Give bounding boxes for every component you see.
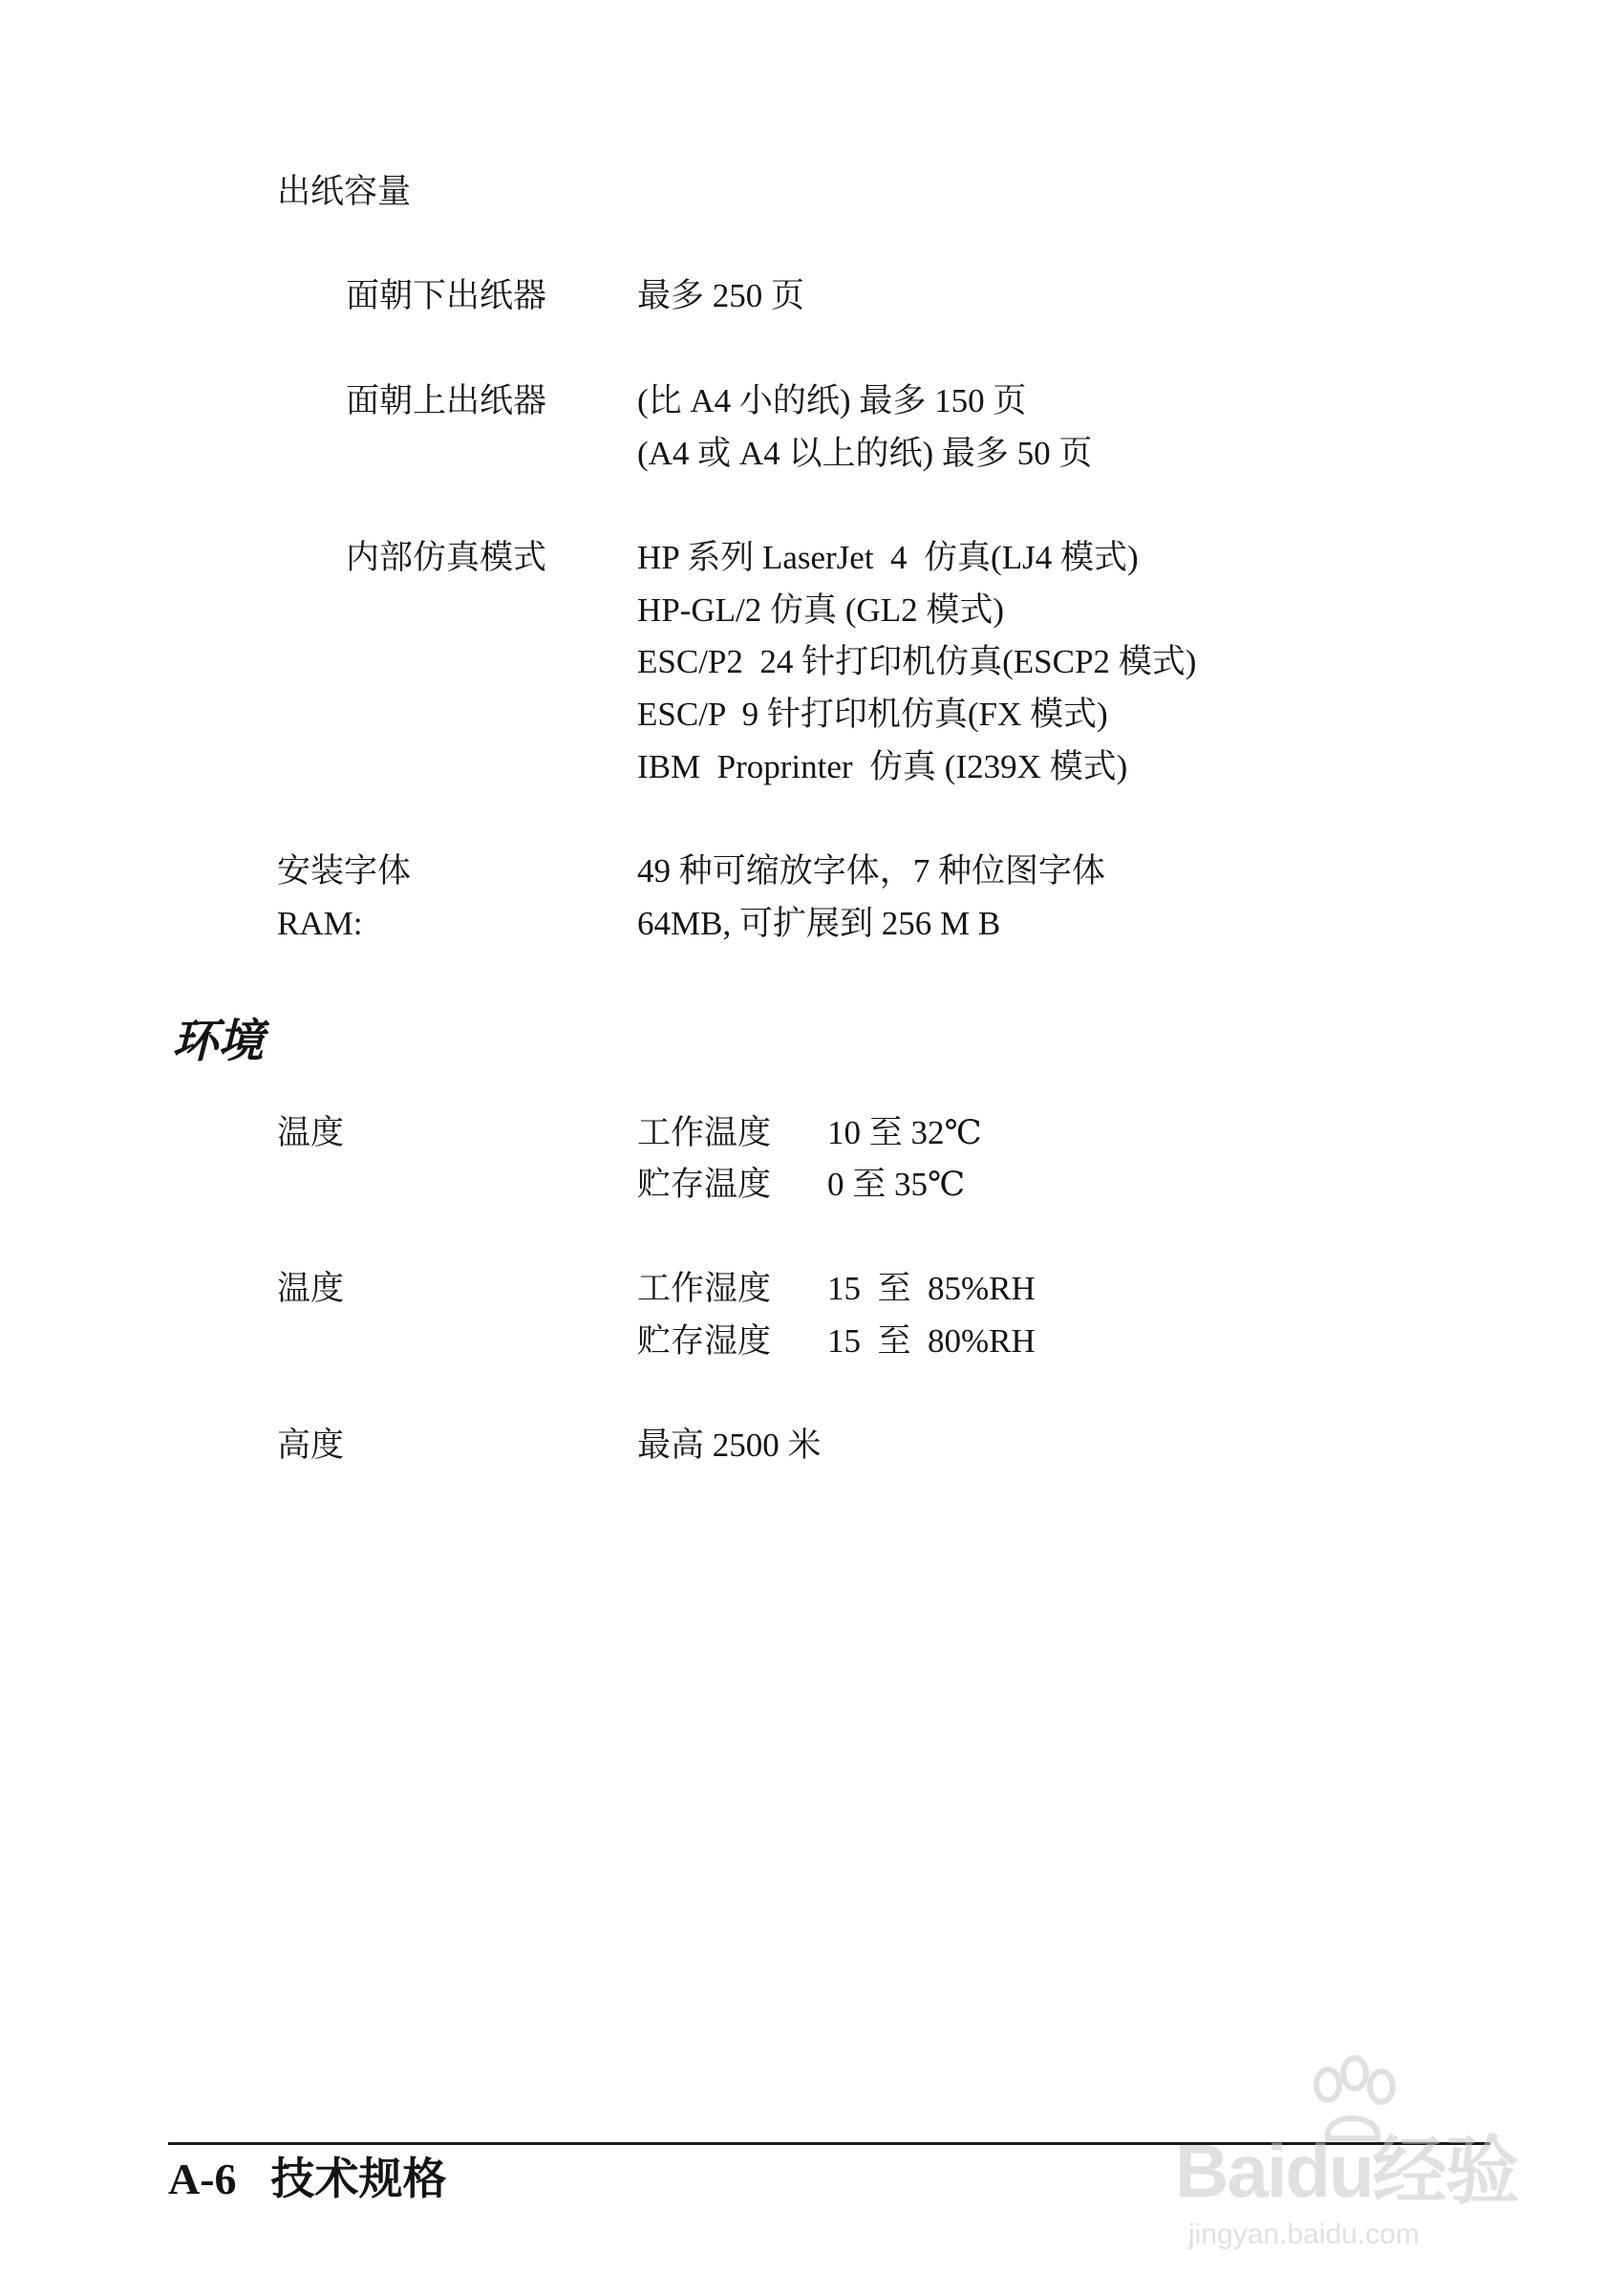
face-down-output-value: 最多 250 页 bbox=[637, 277, 805, 314]
altitude-value: 最高 2500 米 bbox=[637, 1427, 822, 1464]
operating-temperature-value: 10 至 32℃ bbox=[827, 1114, 982, 1151]
temperature-label: 温度 bbox=[277, 1114, 345, 1151]
humidity-label: 温度 bbox=[277, 1270, 345, 1307]
page-footer bbox=[168, 2157, 447, 2201]
watermark-url: jingyan.baidu.com bbox=[1188, 2219, 1420, 2250]
baidu-watermark bbox=[1175, 2054, 1576, 2264]
storage-humidity-value: 15 至 80%RH bbox=[827, 1322, 1036, 1360]
storage-temperature-value: 0 至 35℃ bbox=[827, 1166, 966, 1203]
page-number: A-6 bbox=[168, 2155, 237, 2203]
face-up-output-value-small: (比 A4 小的纸) 最多 150 页 bbox=[637, 382, 1027, 419]
operating-temperature-name: 工作温度 bbox=[637, 1114, 772, 1151]
ram-label: RAM: bbox=[277, 905, 363, 942]
fonts-label: 安装字体 bbox=[277, 852, 412, 890]
watermark-brand: Baidu经验 bbox=[1175, 2129, 1518, 2213]
face-up-output-value-large: (A4 或 A4 以上的纸) 最多 50 页 bbox=[637, 435, 1093, 472]
emulation-mode-gl2: HP-GL/2 仿真 (GL2 模式) bbox=[637, 591, 1004, 629]
emulation-modes-label: 内部仿真模式 bbox=[346, 539, 547, 576]
operating-humidity-name: 工作湿度 bbox=[637, 1270, 772, 1307]
operating-humidity-value: 15 至 85%RH bbox=[827, 1270, 1036, 1307]
ram-value: 64MB, 可扩展到 256 M B bbox=[637, 905, 1001, 942]
emulation-mode-i239x: IBM Proprinter 仿真 (I239X 模式) bbox=[637, 748, 1128, 785]
face-down-output-label: 面朝下出纸器 bbox=[346, 277, 547, 314]
environment-heading: 环境 bbox=[172, 1017, 265, 1067]
storage-humidity-name: 贮存湿度 bbox=[637, 1322, 772, 1360]
output-capacity-title: 出纸容量 bbox=[277, 173, 412, 210]
emulation-mode-fx: ESC/P 9 针打印机仿真(FX 模式) bbox=[637, 696, 1108, 733]
chapter-title: 技术规格 bbox=[270, 2155, 447, 2203]
face-up-output-label: 面朝上出纸器 bbox=[346, 382, 547, 419]
fonts-value: 49 种可缩放字体，7 种位图字体 bbox=[637, 852, 1106, 890]
altitude-label: 高度 bbox=[277, 1427, 345, 1464]
storage-temperature-name: 贮存温度 bbox=[637, 1166, 772, 1203]
emulation-mode-escp2: ESC/P2 24 针打印机仿真(ESCP2 模式) bbox=[637, 643, 1197, 680]
emulation-mode-lj4: HP 系列 LaserJet 4 仿真(LJ4 模式) bbox=[637, 539, 1139, 576]
